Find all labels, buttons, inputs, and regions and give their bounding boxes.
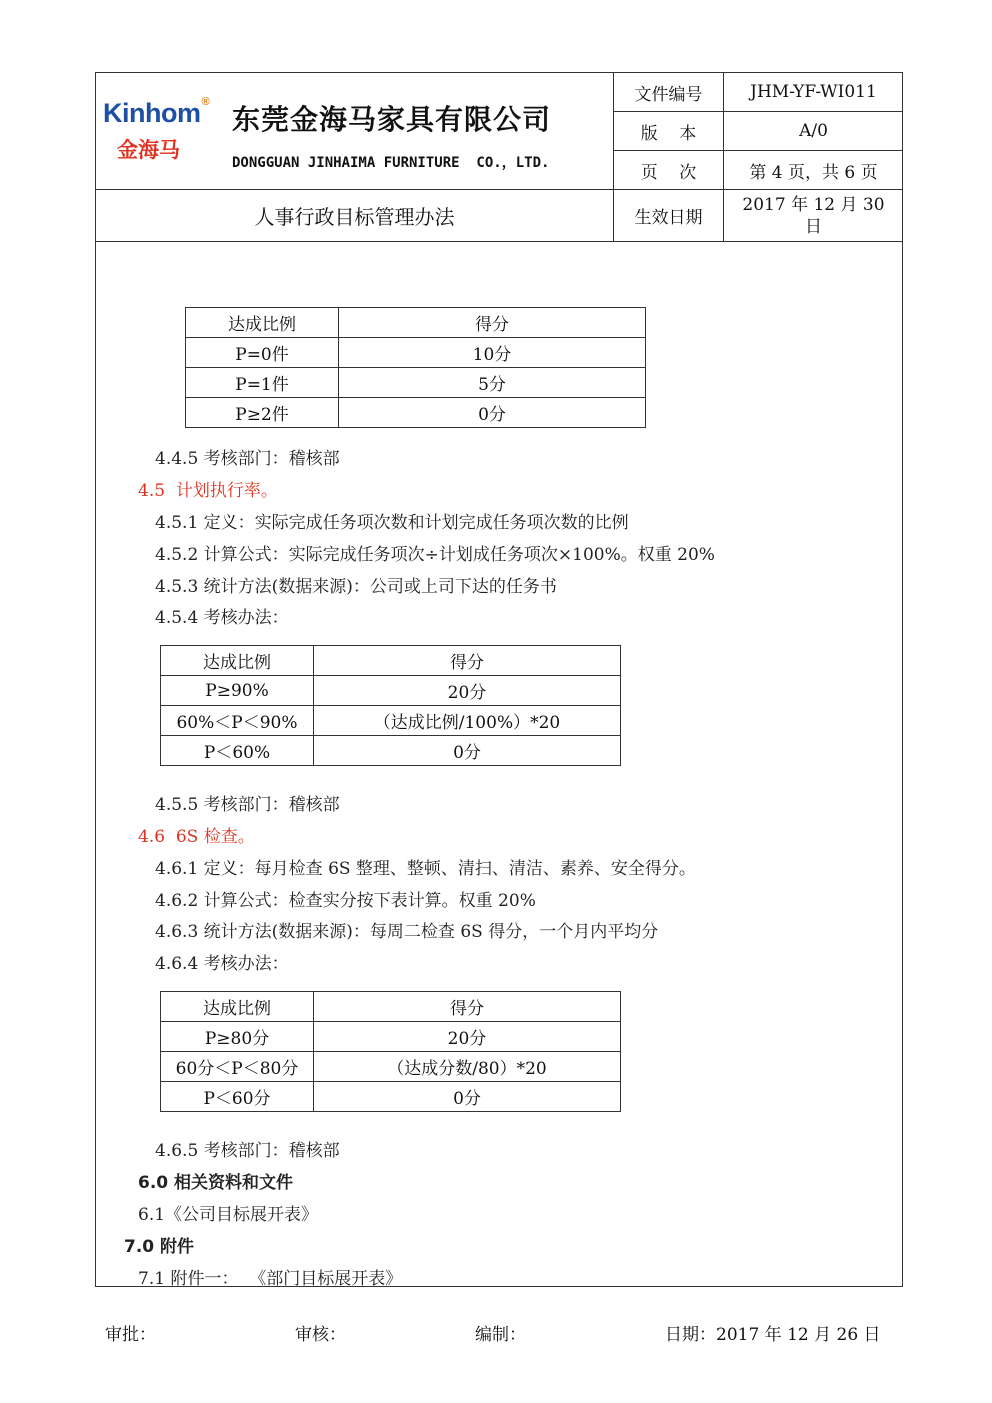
table-row bbox=[161, 1052, 621, 1082]
table-header-row bbox=[186, 308, 646, 338]
table-header-row bbox=[161, 646, 621, 676]
heading-6-0: 6.0 相关资料和文件 bbox=[138, 1173, 294, 1193]
footer-date: 日期：2017 年 12 月 26 日 bbox=[665, 1325, 881, 1345]
field-label-version: 版 本 bbox=[640, 123, 697, 144]
section-4-4-5: 4.4.5 考核部门：稽核部 bbox=[155, 449, 340, 469]
table-cell: 10分 bbox=[339, 338, 646, 368]
table-row bbox=[161, 1022, 621, 1052]
table-cell: 60%＜P＜90% bbox=[161, 706, 314, 736]
section-4-6-2: 4.6.2 计算公式：检查实分按下表计算。权重 20% bbox=[155, 891, 536, 911]
field-value-page: 第 4 页，共 6 页 bbox=[749, 162, 878, 183]
company-logo bbox=[103, 98, 215, 168]
field-value-effective-date: 2017 年 12 月 30 日 bbox=[742, 194, 885, 237]
section-4-6-1: 4.6.1 定义：每月检查 6S 整理、整顿、清扫、清洁、素养、安全得分。 bbox=[155, 859, 696, 879]
footer-review-label: 审核： bbox=[295, 1325, 346, 1345]
section-7-1: 7.1 附件一： 《部门目标展开表》 bbox=[138, 1269, 403, 1289]
table-cell: P＜60分 bbox=[161, 1082, 314, 1112]
table-cell: P＜60% bbox=[161, 736, 314, 766]
table-row bbox=[161, 736, 621, 766]
table-cell: P≥2件 bbox=[186, 398, 339, 428]
section-4-5-3: 4.5.3 统计方法(数据来源)：公司或上司下达的任务书 bbox=[155, 577, 557, 597]
logo-wordmark bbox=[103, 98, 209, 129]
logo-text-part2: hom bbox=[145, 98, 201, 128]
score-table-plan-execution bbox=[160, 645, 621, 766]
footer-prepare-label: 编制： bbox=[475, 1325, 526, 1345]
field-label-doc-number: 文件编号 bbox=[634, 84, 703, 105]
table-row bbox=[161, 1082, 621, 1112]
logo-text-part1: Kin bbox=[103, 98, 145, 128]
table-header-cell: 得分 bbox=[314, 646, 621, 676]
heading-4-6: 4.6 6S 检查。 bbox=[138, 827, 255, 847]
table-cell: 0分 bbox=[339, 398, 646, 428]
section-6-1: 6.1《公司目标展开表》 bbox=[138, 1205, 319, 1225]
table-cell: （达成比例/100%）*20 bbox=[314, 706, 621, 736]
company-name-cn: 东莞金海马家具有限公司 bbox=[232, 103, 552, 136]
table-cell: P≥80分 bbox=[161, 1022, 314, 1052]
field-label-page: 页 次 bbox=[640, 162, 697, 183]
table-header-cell: 达成比例 bbox=[186, 308, 339, 338]
table-cell: 5分 bbox=[339, 368, 646, 398]
footer-approve-label: 审批： bbox=[105, 1325, 156, 1345]
table-header-cell: 得分 bbox=[314, 992, 621, 1022]
table-row bbox=[186, 368, 646, 398]
logo-registered-mark: ® bbox=[201, 96, 210, 108]
table-cell: 20分 bbox=[314, 676, 621, 706]
table-row bbox=[186, 398, 646, 428]
score-table-6s-check bbox=[160, 991, 621, 1112]
table-cell: 20分 bbox=[314, 1022, 621, 1052]
table-cell: 0分 bbox=[314, 736, 621, 766]
table-header-row bbox=[161, 992, 621, 1022]
logo-chinese-text: 金海马 bbox=[117, 138, 180, 162]
table-cell: （达成分数/80）*20 bbox=[314, 1052, 621, 1082]
section-4-6-5: 4.6.5 考核部门：稽核部 bbox=[155, 1141, 340, 1161]
section-4-5-1: 4.5.1 定义：实际完成任务项次数和计划完成任务项次数的比例 bbox=[155, 513, 629, 533]
table-row bbox=[161, 676, 621, 706]
header-bottom-divider bbox=[95, 241, 903, 242]
table-row bbox=[161, 706, 621, 736]
table-header-cell: 得分 bbox=[339, 308, 646, 338]
table-cell: 60分＜P＜80分 bbox=[161, 1052, 314, 1082]
table-header-cell: 达成比例 bbox=[161, 646, 314, 676]
score-table-violations bbox=[185, 307, 646, 428]
section-4-5-5: 4.5.5 考核部门：稽核部 bbox=[155, 795, 340, 815]
field-value-version: A/0 bbox=[799, 121, 828, 141]
field-value-doc-number: JHM-YF-WI011 bbox=[750, 82, 877, 102]
field-label-effective-date: 生效日期 bbox=[634, 208, 703, 228]
section-4-6-3: 4.6.3 统计方法(数据来源)：每周二检查 6S 得分，一个月内平均分 bbox=[155, 922, 659, 942]
table-cell: P=0件 bbox=[186, 338, 339, 368]
section-4-6-4: 4.6.4 考核办法： bbox=[155, 954, 289, 974]
heading-4-5: 4.5 计划执行率。 bbox=[138, 481, 278, 501]
table-cell: P=1件 bbox=[186, 368, 339, 398]
table-row bbox=[186, 338, 646, 368]
document-title: 人事行政目标管理办法 bbox=[254, 204, 455, 229]
table-header-cell: 达成比例 bbox=[161, 992, 314, 1022]
section-4-5-2: 4.5.2 计算公式：实际完成任务项次÷计划成任务项次×100%。权重 20% bbox=[155, 545, 715, 565]
company-name-en: DONGGUAN JINHAIMA FURNITURE CO.，LTD. bbox=[232, 155, 550, 171]
heading-7-0: 7.0 附件 bbox=[124, 1237, 195, 1257]
section-4-5-4: 4.5.4 考核办法： bbox=[155, 608, 289, 628]
table-cell: P≥90% bbox=[161, 676, 314, 706]
table-cell: 0分 bbox=[314, 1082, 621, 1112]
